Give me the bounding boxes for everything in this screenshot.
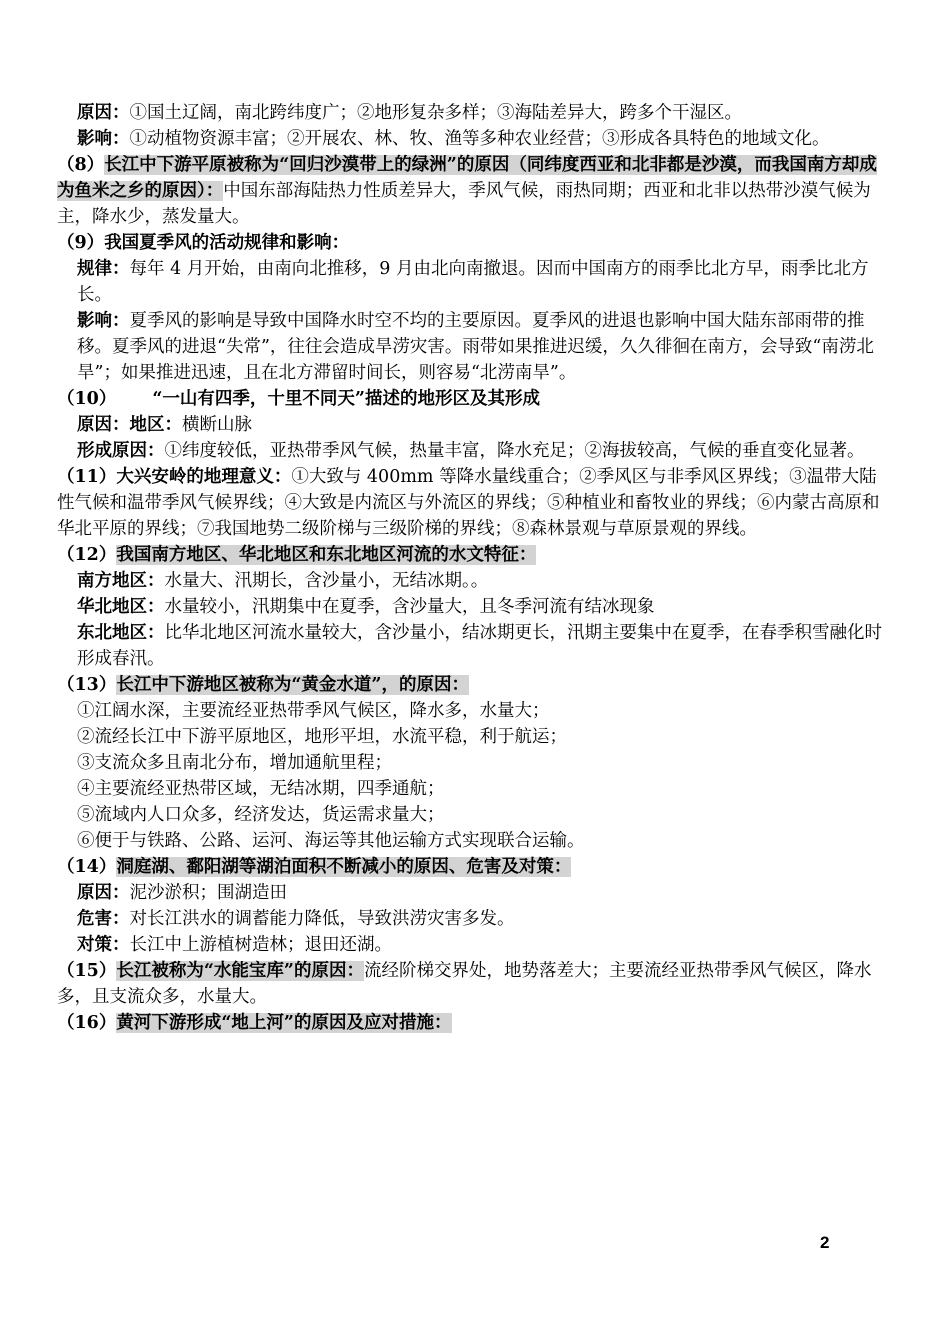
label: 原因：: [77, 883, 130, 903]
label: 对策：: [77, 935, 130, 955]
section-10-cause: [57, 438, 893, 464]
list-item: [57, 620, 893, 672]
section-title: “一山有四季，十里不同天”描述的地形区及其形成: [152, 389, 540, 409]
section-text: 流经阶梯交界处，地势落差大；主要流经亚热带季风气候区，降水多，且支流众多，水量大。: [57, 961, 872, 1007]
section-title: 洞庭湖、鄱阳湖等湖泊面积不断减小的原因、危害及对策：: [116, 857, 572, 877]
text: ①国土辽阔，南北跨纬度广；②地形复杂多样；③海陆差异大，跨多个干湿区。: [129, 103, 742, 123]
section-number: （14）: [57, 857, 117, 877]
section-number: （15）: [57, 961, 117, 981]
section-title: 大兴安岭的地理意义：: [116, 467, 292, 487]
text: 长江中上游植树造林；退田还湖。: [129, 935, 392, 955]
section-text: ①大致与 400mm 等降水量线重合；②季风区与非季风区界线；③温带大陆性气候和温带季风气候界线；④大致是内流区与外流区的界线；⑤种植业和畜牧业的界线；⑥内蒙古高原和华北平原的界线；⑦我国地势二级阶梯与三级阶梯的界线；⑧森林景观与草原景观的界线。: [57, 467, 880, 539]
section-number: （8）: [57, 155, 105, 175]
section-number: （16）: [57, 1013, 117, 1033]
section-10: [57, 386, 893, 412]
list-item: ⑤流域内人口众多，经济发达，货运需求量大；: [77, 805, 445, 825]
section-10-area: [57, 412, 893, 438]
list-item: [57, 932, 893, 958]
section-number: （13）: [57, 675, 117, 695]
section-title: 长江被称为“水能宝库”的原因：: [116, 961, 364, 981]
page-number: 2: [820, 1233, 830, 1252]
text: 水量较小，汛期集中在夏季，含沙量大，且冬季河流有结冰现象: [164, 597, 655, 617]
section-title: 长江中下游地区被称为“黄金水道”，的原因：: [116, 675, 469, 695]
label: 规律：: [77, 259, 130, 279]
text: ①纬度较低，亚热带季风气候，热量丰富，降水充足；②海拔较高，气候的垂直变化显著。: [164, 441, 865, 461]
section-title: 我国南方地区、华北地区和东北地区河流的水文特征：: [116, 545, 537, 565]
section-12: [57, 542, 893, 568]
text: 每年 4 月开始，由南向北推移，9 月由北向南撤退。因而中国南方的雨季比北方早，雨季比北方长。: [77, 259, 869, 305]
section-15: [57, 958, 893, 1010]
label: 南方地区：: [77, 571, 165, 591]
section-9-rule: [57, 256, 893, 308]
label: 华北地区：: [77, 597, 165, 617]
text: 泥沙淤积；围湖造田: [129, 883, 287, 903]
label: 原因：: [77, 103, 130, 123]
label: 形成原因：: [77, 441, 165, 461]
section-number: （12）: [57, 545, 117, 565]
section-9-effect: [57, 308, 893, 386]
section-title: 长江中下游平原被称为“回归沙漠带上的绿洲”的原因（同纬度西亚和北非都是沙漠，而我国南方却成为鱼米之乡的原因）：: [57, 155, 877, 201]
section-8: [57, 152, 893, 230]
text: 比华北地区河流水量较大，含沙量小，结冰期更长，汛期主要集中在夏季，在春季积雪融化时形成春汛。: [77, 623, 882, 669]
text: 横断山脉: [182, 415, 252, 435]
text: 夏季风的影响是导致中国降水时空不均的主要原因。夏季风的进退也影响中国大陆东部雨带的推移。夏季风的进退“失常”，往往会造成旱涝灾害。雨带如果推进迟缓，久久徘徊在南方，会导致“南涝北旱”；如果推进迅速，且在北方滞留时间长，则容易“北涝南旱”。: [77, 311, 874, 383]
document-body: [57, 100, 893, 1036]
section-text: 中国东部海陆热力性质差异大，季风气候，雨热同期；西亚和北非以热带沙漠气候为主，降水少，蒸发量大。: [57, 181, 871, 227]
list-item: ③支流众多且南北分布，增加通航里程；: [77, 753, 392, 773]
text: 对长江洪水的调蓄能力降低，导致洪涝灾害多发。: [129, 909, 515, 929]
list-item: ④主要流经亚热带区域，无结冰期，四季通航；: [77, 779, 445, 799]
section-11: [57, 464, 893, 542]
section-16: [57, 1010, 893, 1036]
section-number: （9）: [57, 233, 105, 253]
section-title: 我国夏季风的活动规律和影响：: [104, 233, 350, 253]
section-title: 黄河下游形成“地上河”的原因及应对措施：: [116, 1013, 452, 1033]
label: 东北地区：: [77, 623, 165, 643]
label: 影响：: [77, 311, 130, 331]
label: 原因：地区：: [77, 415, 182, 435]
list-item: [57, 568, 893, 594]
list-item: ①江阔水深，主要流经亚热带季风气候区，降水多，水量大；: [77, 701, 550, 721]
list-item: [57, 880, 893, 906]
paragraph-impact: [57, 126, 893, 152]
section-number: （10）: [57, 389, 117, 409]
label: 影响：: [77, 129, 130, 149]
section-14: [57, 854, 893, 880]
list-item: ②流经长江中下游平原地区，地形平坦，水流平稳，利于航运；: [77, 727, 567, 747]
text: 水量大、汛期长，含沙量小，无结冰期。。: [164, 571, 489, 591]
list-item: ⑥便于与铁路、公路、运河、海运等其他运输方式实现联合运输。: [77, 831, 585, 851]
section-number: （11）: [57, 467, 117, 487]
section-13: [57, 672, 893, 698]
text: ①动植物资源丰富；②开展农、林、牧、渔等多种农业经营；③形成各具特色的地域文化。: [129, 129, 830, 149]
list-item: [57, 594, 893, 620]
label: 危害：: [77, 909, 130, 929]
section-9: [57, 230, 893, 256]
paragraph-cause: [57, 100, 893, 126]
list-item: [57, 906, 893, 932]
